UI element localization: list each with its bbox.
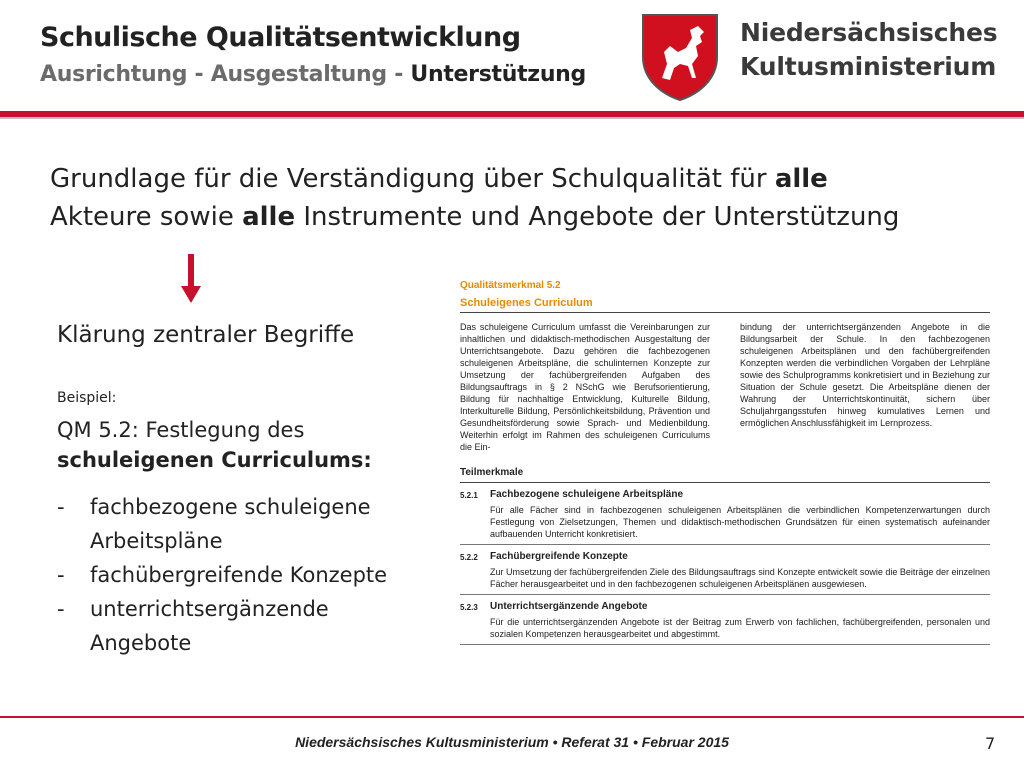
main-bold-2: alle xyxy=(242,202,296,232)
doc-row-desc: Für die unterrichtsergänzenden Angebote ist der Beitrag zum Erwerb von fachlichen, fachübergreifenden, personalen und sozialen Kompetenzen herausgearbeitet und abgestimmt. xyxy=(490,617,990,639)
qm-bold: schuleigenen Curriculums: xyxy=(57,448,372,472)
doc-row-number: 5.2.1 xyxy=(460,491,478,500)
header-subtitle xyxy=(40,62,586,87)
qm-heading xyxy=(57,415,372,475)
doc-row-desc: Zur Umsetzung der fachübergreifenden Ziele des Bildungsauftrags sind Konzepte entwickelt sowie die Beiträge der einzelnen Fächer herausgearbeitet und in den fachbezogenen schuleigenen Arbeitsplänen ausgewiesen. xyxy=(490,567,990,589)
doc-row xyxy=(460,545,990,595)
klaerung-heading: Klärung zentraler Begriffe xyxy=(57,322,355,348)
subtitle-part1: Ausrichtung - Ausgestaltung - xyxy=(40,62,411,87)
doc-qm-title: Schuleigenes Curriculum xyxy=(460,297,990,313)
doc-row-title: Fachbezogene schuleigene Arbeitspläne xyxy=(490,489,684,500)
subtitle-part2: Unterstützung xyxy=(410,62,586,87)
doc-columns xyxy=(460,321,990,453)
ministry-line1: Niedersächsisches xyxy=(740,18,998,47)
bullet-dash: - xyxy=(57,597,65,621)
header-title: Schulische Qualitätsentwicklung xyxy=(40,22,521,53)
ministry-line2: Kultusministerium xyxy=(740,52,997,81)
bullet-text: unterrichtsergänzende Angebote xyxy=(90,597,329,655)
doc-row-title: Unterrichtsergänzende Angebote xyxy=(490,601,648,612)
bullet-list xyxy=(57,490,417,660)
doc-row-body xyxy=(490,489,990,540)
doc-row-title: Fachübergreifende Konzepte xyxy=(490,551,628,562)
doc-column-2: bindung der unterrichtsergänzenden Angebote in die Bildungsarbeit der Schule. In den fachbezogenen schuleigenen Arbeitsplänen und den fachübergreifenden Konzepten werden die verbindlichen Vorgaben der Lehrpläne sowie des Schulprogramms konkretisiert und in Beziehung zur Situation der Schule gesetzt. Die Arbeitspläne dienen der Wahrung der Unterrichtskontinuität, sichern über Schuljahrgangsstufen hinweg kumulatives Lernen und ermöglichen Anschlussfähigkeit im Lernprozess. xyxy=(740,322,990,428)
document-excerpt xyxy=(460,280,990,645)
doc-row xyxy=(460,595,990,645)
header-grey-divider xyxy=(0,117,1024,119)
bullet-dash: - xyxy=(57,563,65,587)
doc-row-number: 5.2.2 xyxy=(460,553,478,562)
main-statement xyxy=(50,160,990,236)
ministry-name xyxy=(740,16,997,84)
footer-text: Niedersächsisches Kultusministerium • Referat 31 • Februar 2015 xyxy=(295,734,729,750)
doc-row-body xyxy=(490,551,990,590)
doc-teilmerkmale-heading: Teilmerkmale xyxy=(460,467,990,483)
doc-row-desc: Für alle Fächer sind in fachbezogenen schuleigenen Arbeitsplänen die verbindlichen Kompetenzerwartungen durch Festlegung von Zielsetzungen, Themen und didaktisch-methodischen Grundsätzen für einen systematisch aufeinander aufbauenden Unterricht konkretisiert. xyxy=(490,505,990,539)
doc-column-1: Das schuleigene Curriculum umfasst die Vereinbarungen zur inhaltlichen und didaktisch-methodischen Ausgestaltung der Unterrichtsangebote. Dazu gehören die fachbezogenen schuleigenen Arbeitspläne, die schulinternen Konzepte zur Umsetzung der fachübergreifenden Aufgaben des Bildungsauftrags in § 2 NSchG wie Berufsorientierung, Bildung für nachhaltige Entwicklung, Kulturelle Bildung, Interkulturelle Bildung, Persönlichkeitsbildung, Prävention und Gesundheitsförderung sowie Sprach- und Medienbildung. Weiterhin erfolgt im Rahmen des schuleigenen Curriculums die Ein- xyxy=(460,322,710,452)
main-text-3: Instrumente und Angebote der Unterstützung xyxy=(295,202,900,232)
main-bold-1: alle xyxy=(774,164,828,194)
bullet-dash: - xyxy=(57,495,65,519)
main-text-1: Grundlage für die Verständigung über Schulqualität für xyxy=(50,164,775,194)
list-item xyxy=(57,558,417,592)
doc-row-number: 5.2.3 xyxy=(460,603,478,612)
beispiel-label: Beispiel: xyxy=(57,390,117,406)
red-down-arrow-icon xyxy=(180,254,202,304)
doc-qm-label: Qualitätsmerkmal 5.2 xyxy=(460,280,561,291)
main-text-2: Akteure sowie xyxy=(50,202,243,232)
bullet-text: fachbezogene schuleigene Arbeitspläne xyxy=(90,495,371,553)
doc-row xyxy=(460,483,990,545)
bullet-text: fachübergreifende Konzepte xyxy=(90,563,388,587)
qm-line: QM 5.2: Festlegung des xyxy=(57,418,305,442)
list-item xyxy=(57,490,417,558)
page-number: 7 xyxy=(985,734,996,753)
doc-row-body xyxy=(490,601,990,640)
lower-saxony-horse-crest-icon xyxy=(640,12,720,102)
list-item xyxy=(57,592,417,660)
footer-red-divider xyxy=(0,716,1024,718)
